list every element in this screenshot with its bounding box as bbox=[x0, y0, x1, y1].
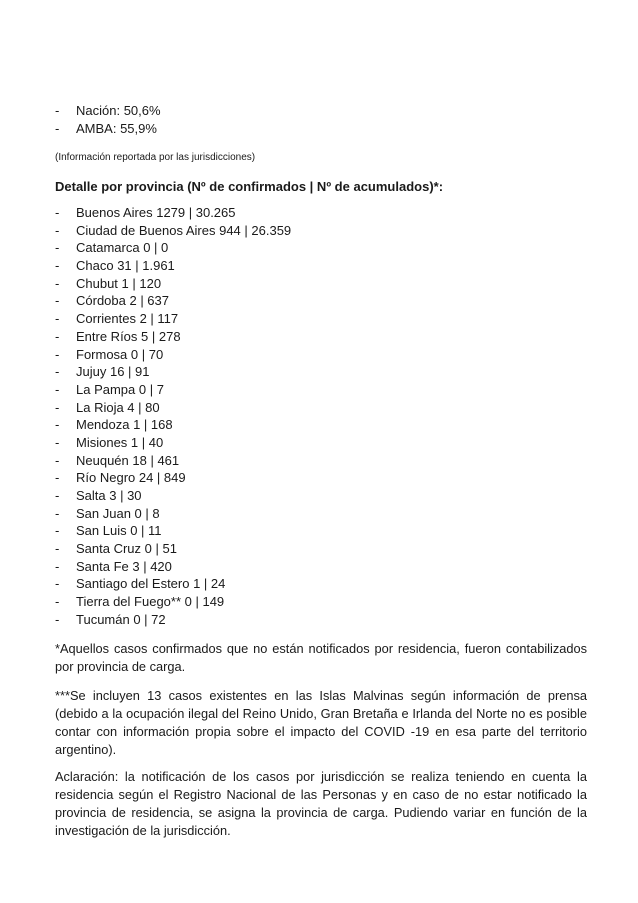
province-item bbox=[55, 505, 291, 523]
bullet-dash: - bbox=[55, 258, 60, 274]
clarification-paragraph: Aclaración: la notificación de los casos por jurisdicción se realiza teniendo en cuenta la residencia según el Registro Nacional de las Personas y en caso de no estar notificado la provincia de residencia, se asigna la provincia de carga. Pudiendo variar en función de la investigación de la jurisdicción. bbox=[55, 769, 587, 838]
province-entry: Tucumán 0 | 72 bbox=[76, 611, 166, 627]
bullet-dash: - bbox=[55, 346, 60, 362]
bullet-dash: - bbox=[55, 103, 60, 118]
province-item bbox=[55, 328, 291, 346]
province-entry: Mendoza 1 | 168 bbox=[76, 417, 173, 433]
bullet-dash: - bbox=[55, 364, 60, 380]
bullet-dash: - bbox=[55, 222, 60, 238]
province-entry: Jujuy 16 | 91 bbox=[76, 364, 150, 380]
province-item bbox=[55, 522, 291, 540]
bullet-dash: - bbox=[55, 594, 60, 610]
summary-amba: AMBA: 55,9% bbox=[76, 120, 157, 136]
province-item bbox=[55, 487, 291, 505]
province-item bbox=[55, 222, 291, 240]
province-entry: Neuquén 18 | 461 bbox=[76, 452, 180, 468]
bullet-dash: - bbox=[55, 505, 60, 521]
province-entry: Chaco 31 | 1.961 bbox=[76, 258, 175, 274]
bullet-dash: - bbox=[55, 293, 60, 309]
province-entry: Entre Ríos 5 | 278 bbox=[76, 328, 181, 344]
bullet-dash: - bbox=[55, 275, 60, 291]
province-item bbox=[55, 399, 291, 417]
province-entry: Río Negro 24 | 849 bbox=[76, 470, 186, 486]
province-item bbox=[55, 292, 291, 310]
province-item bbox=[55, 575, 291, 593]
summary-nacion: Nación: 50,6% bbox=[76, 103, 161, 118]
province-entry: Formosa 0 | 70 bbox=[76, 346, 164, 362]
residence-footnote: *Aquellos casos confirmados que no están notificados por residencia, fueron contabilizados por provincia de carga. bbox=[55, 641, 587, 674]
bullet-dash: - bbox=[55, 328, 60, 344]
province-entry: San Luis 0 | 11 bbox=[76, 523, 162, 539]
province-item bbox=[55, 275, 291, 293]
bullet-dash: - bbox=[55, 470, 60, 486]
province-item bbox=[55, 452, 291, 470]
bullet-dash: - bbox=[55, 576, 60, 592]
bullet-dash: - bbox=[55, 399, 60, 415]
bullet-dash: - bbox=[55, 541, 60, 557]
province-entry: La Rioja 4 | 80 bbox=[76, 399, 160, 415]
province-entry: Ciudad de Buenos Aires 944 | 26.359 bbox=[76, 222, 292, 238]
province-item bbox=[55, 593, 291, 611]
province-item bbox=[55, 363, 291, 381]
bullet-dash: - bbox=[55, 558, 60, 574]
province-item bbox=[55, 540, 291, 558]
province-item bbox=[55, 346, 291, 364]
list-item bbox=[55, 120, 161, 138]
province-entry: San Juan 0 | 8 bbox=[76, 505, 160, 521]
summary-list bbox=[55, 102, 161, 137]
province-item bbox=[55, 310, 291, 328]
province-entry: Santiago del Estero 1 | 24 bbox=[76, 576, 226, 592]
province-entry: Buenos Aires 1279 | 30.265 bbox=[76, 205, 236, 220]
province-item bbox=[55, 558, 291, 576]
bullet-dash: - bbox=[55, 488, 60, 503]
province-item bbox=[55, 257, 291, 275]
province-entry: Córdoba 2 | 637 bbox=[76, 293, 169, 309]
province-item bbox=[55, 204, 291, 222]
province-entry: Santa Cruz 0 | 51 bbox=[76, 541, 177, 557]
bullet-dash: - bbox=[55, 452, 60, 468]
source-note: (Información reportada por las jurisdicciones) bbox=[55, 152, 256, 163]
list-item bbox=[55, 102, 161, 120]
province-item bbox=[55, 381, 291, 399]
bullet-dash: - bbox=[55, 434, 60, 450]
province-item bbox=[55, 434, 291, 452]
bullet-dash: - bbox=[55, 381, 60, 397]
province-entry: Santa Fe 3 | 420 bbox=[76, 558, 172, 574]
province-list bbox=[55, 204, 291, 629]
province-item bbox=[55, 469, 291, 487]
bullet-dash: - bbox=[55, 120, 60, 136]
bullet-dash: - bbox=[55, 523, 60, 539]
section-heading: Detalle por provincia (Nº de confirmados | Nº de acumulados)*: bbox=[55, 179, 444, 194]
province-entry: La Pampa 0 | 7 bbox=[76, 381, 164, 397]
bullet-dash: - bbox=[55, 240, 60, 256]
province-entry: Catamarca 0 | 0 bbox=[76, 240, 169, 256]
province-entry: Chubut 1 | 120 bbox=[76, 275, 162, 291]
bullet-dash: - bbox=[55, 205, 60, 220]
bullet-dash: - bbox=[55, 417, 60, 433]
bullet-dash: - bbox=[55, 311, 60, 327]
province-entry: Corrientes 2 | 117 bbox=[76, 311, 179, 327]
province-item bbox=[55, 239, 291, 257]
province-item bbox=[55, 416, 291, 434]
bullet-dash: - bbox=[55, 611, 60, 627]
province-entry: Misiones 1 | 40 bbox=[76, 434, 164, 450]
malvinas-footnote: ***Se incluyen 13 casos existentes en las Islas Malvinas según información de prensa (debido a la ocupación ilegal del Reino Unido, Gran Bretaña e Irlanda del Norte no es posible contar con información propia sobre el impacto del COVID -19 en esa parte del territorio argentino). bbox=[55, 688, 587, 757]
province-item bbox=[55, 611, 291, 629]
province-entry: Tierra del Fuego** 0 | 149 bbox=[76, 594, 225, 610]
province-entry: Salta 3 | 30 bbox=[76, 488, 142, 503]
